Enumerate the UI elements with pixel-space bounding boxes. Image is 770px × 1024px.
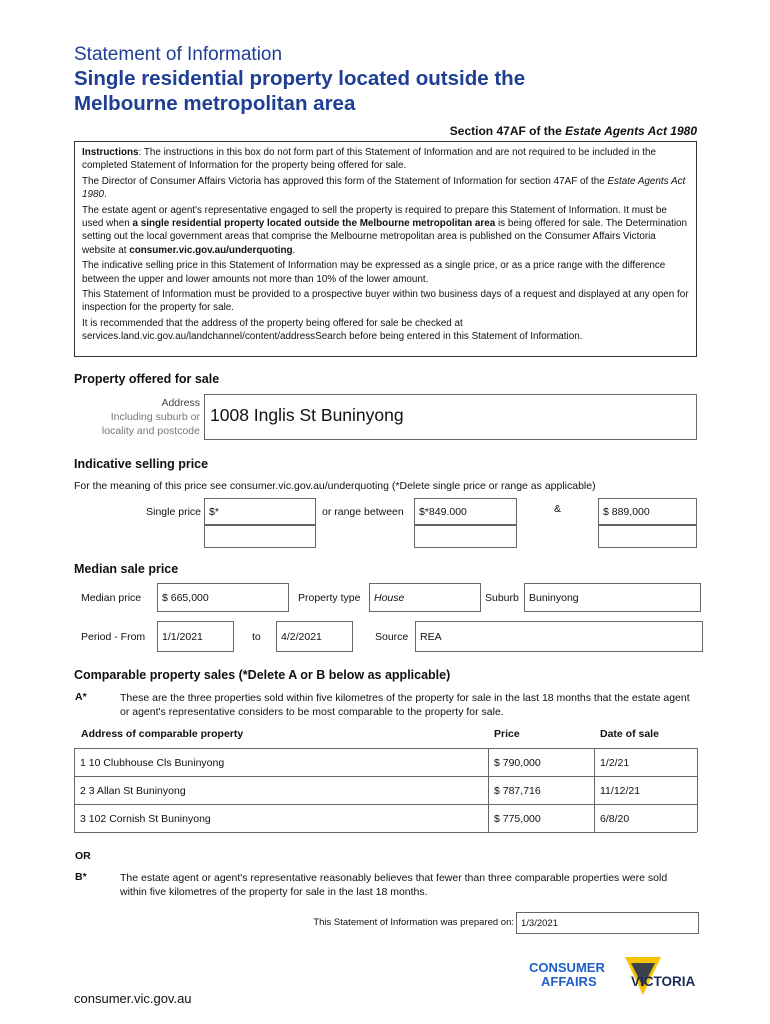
instructions-box (74, 141, 697, 357)
section-prefix: Section 47AF of the (449, 124, 566, 138)
table-row-3-price[interactable]: $ 775,000 (494, 813, 541, 825)
table-row-1-price[interactable]: $ 790,000 (494, 757, 541, 769)
instructions-label: Instructions (82, 147, 139, 158)
option-a-label: A* (75, 691, 87, 703)
table-border-price (488, 748, 489, 832)
instructions-p2a: The Director of Consumer Affairs Victoria has approved this form of the Statement of Information for section 47AF of the (82, 175, 608, 187)
instructions-p5: This Statement of Information must be provided to a prospective buyer within two business days of a request and displayed at any open for inspection for the property for sale. (82, 289, 689, 314)
range-label: or range between (322, 506, 404, 518)
period-to-input[interactable]: 4/2/2021 (276, 621, 353, 652)
address-input[interactable]: 1008 Inglis St Buninyong (204, 394, 697, 440)
period-from-input[interactable]: 1/1/2021 (157, 621, 234, 652)
section-reference (450, 124, 697, 138)
logo-text-victoria: VICTORIA (631, 974, 696, 989)
instructions-p3a: The estate agent or agent's representative engaged to sell the property is required to prepare this Statement of Information. It must be used when (82, 204, 667, 230)
suburb-input[interactable]: Buninyong (524, 583, 701, 612)
range-high-input-2[interactable] (598, 525, 697, 548)
suburb-label: Suburb (485, 592, 519, 604)
address-hint-2: locality and postcode (101, 425, 200, 437)
title-line-2: Melbourne metropolitan area (74, 92, 356, 115)
footer-url[interactable]: consumer.vic.gov.au (74, 991, 192, 1006)
table-divider (74, 748, 697, 749)
property-type-input[interactable]: House (369, 583, 481, 612)
instructions-p3c: . (292, 244, 296, 256)
table-row-1-address[interactable]: 1 10 Clubhouse Cls Buninyong (80, 757, 225, 769)
table-divider (74, 832, 697, 833)
option-b-label: B* (75, 871, 87, 883)
single-price-input-2[interactable] (204, 525, 316, 548)
indicative-note: For the meaning of this price see consumer.vic.gov.au/underquoting (*Delete single price or range as applicable) (74, 480, 596, 492)
address-label: Address (161, 397, 200, 409)
instructions-p4: The indicative selling price in this Statement of Information may be expressed as a single price, or as a price range with the difference between the upper and lower amounts not more than 10% of the lower amount. (82, 260, 666, 285)
table-row-3-date[interactable]: 6/8/20 (600, 813, 630, 825)
table-row-2-address[interactable]: 2 3 Allan St Buninyong (80, 785, 186, 797)
logo-text-consumer: CONSUMER (529, 960, 605, 975)
table-divider (74, 776, 697, 777)
prepared-date-input[interactable]: 1/3/2021 (516, 912, 699, 934)
table-row-2-price[interactable]: $ 787,716 (494, 785, 541, 797)
col-date-header: Date of sale (600, 728, 659, 740)
instructions-p2-act: Estate Agents Act 1980 (82, 175, 686, 201)
address-label-group (60, 396, 200, 438)
property-heading: Property offered for sale (74, 372, 220, 386)
median-heading: Median sale price (74, 562, 179, 576)
period-to-label: to (252, 631, 261, 643)
range-low-input[interactable]: $*849.000 (414, 498, 517, 525)
prepared-label: This Statement of Information was prepared on: (313, 917, 514, 928)
table-border-right (697, 748, 698, 832)
page-title (74, 66, 674, 116)
section-act: Estate Agents Act 1980 (565, 124, 697, 138)
single-price-label: Single price (146, 506, 201, 518)
title-line-1: Single residential property located outside the (74, 67, 526, 90)
logo-graphic (527, 955, 707, 1005)
instructions-p3b: is being offered for sale. The Determination setting out the local government areas that comprise the Melbourne metropolitan area is published on the Consumer Affairs Victoria website at (82, 218, 687, 256)
comparable-heading: Comparable property sales (*Delete A or B below as applicable) (74, 668, 451, 682)
table-row-3-address[interactable]: 3 102 Cornish St Buninyong (80, 813, 211, 825)
median-price-label: Median price (81, 592, 142, 604)
consumer-affairs-victoria-logo (527, 955, 707, 1005)
form-title: Statement of Information (74, 44, 283, 65)
table-border-left (74, 748, 75, 832)
option-b-text: The estate agent or agent's representative reasonably believes that fewer than three comparable properties were sold within five kilometres of the property for sale in the last 18 months. (120, 872, 668, 898)
underquoting-link[interactable]: consumer.vic.gov.au/underquoting (129, 244, 293, 256)
property-type-label: Property type (298, 592, 361, 604)
range-ampersand: & (554, 503, 562, 515)
instructions-p6: It is recommended that the address of the property being offered for sale be checked at services.land.vic.gov.au/landchannel/content/addressSearch before being entered in this Statement of Information. (82, 317, 583, 343)
indicative-heading: Indicative selling price (74, 457, 209, 471)
instructions-p3-bold: a single residential property located outside the Melbourne metropolitan area (132, 218, 496, 230)
instructions-p2b: . (103, 189, 107, 201)
single-price-input[interactable]: $* (204, 498, 316, 525)
table-row-1-date[interactable]: 1/2/21 (600, 757, 630, 769)
table-row-2-date[interactable]: 11/12/21 (600, 785, 641, 797)
col-price-header: Price (494, 728, 520, 740)
range-high-input[interactable]: $ 889,000 (598, 498, 697, 525)
col-address-header: Address of comparable property (81, 728, 244, 740)
median-price-input[interactable]: $ 665,000 (157, 583, 289, 612)
table-border-date (594, 748, 595, 832)
or-label: OR (75, 850, 91, 862)
source-label: Source (375, 631, 409, 643)
option-a-text: These are the three properties sold within five kilometres of the property for sale in the last 18 months that the estate agent or agent's representative considers to be most comparable to the property for sale. (120, 692, 690, 718)
table-divider (74, 804, 697, 805)
address-hint-1: Including suburb or (110, 411, 200, 423)
instructions-p1: : The instructions in this box do not form part of this Statement of Information and are not required to be included in the completed Statement of Information for the property being offered for sale. (82, 147, 656, 172)
source-input[interactable]: REA (415, 621, 703, 652)
range-low-input-2[interactable] (414, 525, 517, 548)
period-from-label: Period - From (81, 631, 146, 643)
logo-text-affairs: AFFAIRS (541, 974, 597, 989)
